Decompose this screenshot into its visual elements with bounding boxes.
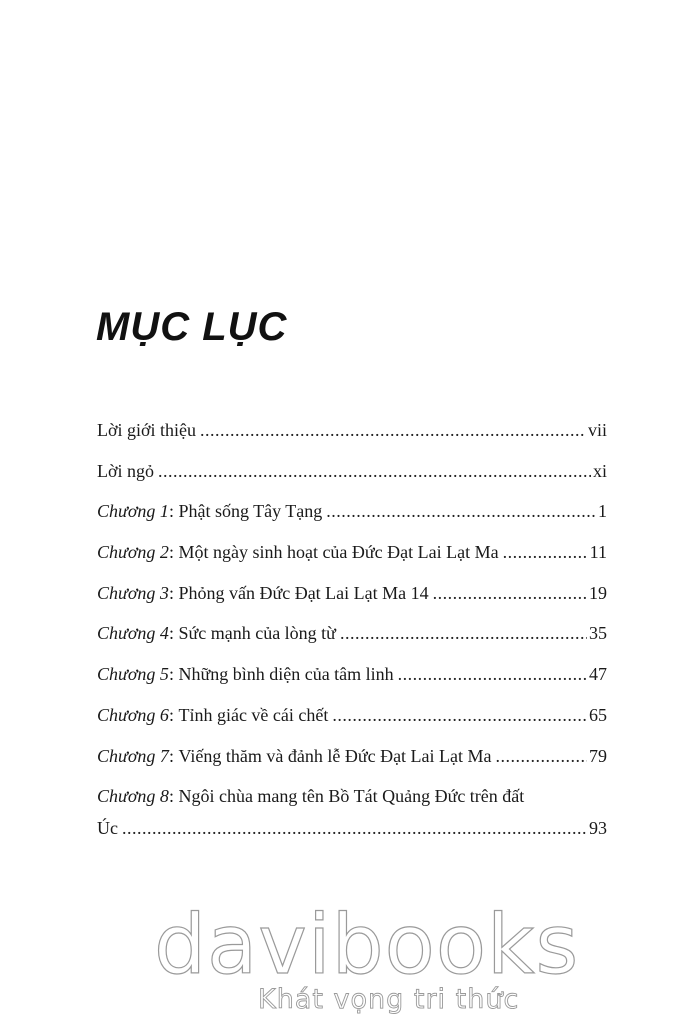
toc-entry-chapter-1 bbox=[97, 499, 607, 523]
toc-entry-text: Phỏng vấn Đức Đạt Lai Lạt Ma 14 bbox=[178, 582, 429, 603]
toc-leader-dots bbox=[340, 621, 587, 645]
toc-chapter-label: Chương 4 bbox=[97, 623, 169, 644]
publisher-watermark-logo: davibooks bbox=[154, 898, 580, 993]
toc-page-number: 79 bbox=[589, 745, 607, 766]
toc-chapter-label: Chương 3 bbox=[97, 582, 169, 603]
toc-separator: : bbox=[168, 664, 179, 685]
toc-chapter-label: Chương 5 bbox=[97, 664, 169, 685]
publisher-watermark-tagline: Khát vọng tri thức bbox=[258, 984, 520, 1015]
toc-leader-dots bbox=[496, 744, 587, 768]
toc-leader-dots bbox=[158, 459, 591, 483]
toc-entry-text: Tỉnh giác về cái chết bbox=[178, 704, 329, 725]
toc-leader-dots bbox=[122, 816, 587, 840]
toc-separator: : bbox=[168, 745, 179, 766]
toc-entry-text: Lời giới thiệu bbox=[97, 420, 197, 440]
toc-chapter-label: Chương 6 bbox=[97, 704, 169, 725]
toc-entry-text-continued: Úc bbox=[97, 818, 118, 839]
toc-entry-chapter-5 bbox=[97, 662, 607, 686]
toc-leader-dots bbox=[326, 499, 596, 523]
toc-leader-dots bbox=[332, 703, 587, 727]
toc-entry-chapter-2 bbox=[97, 540, 607, 564]
toc-page-number: 35 bbox=[589, 623, 607, 644]
toc-entry-first-line bbox=[97, 784, 607, 808]
toc-chapter-label: Chương 7 bbox=[97, 745, 169, 766]
toc-page-number: 93 bbox=[589, 818, 607, 839]
toc-page-number: vii bbox=[587, 420, 607, 440]
toc-separator: : bbox=[168, 542, 179, 563]
toc-page-number: 19 bbox=[589, 582, 607, 603]
toc-entry-text: Ngôi chùa mang tên Bồ Tát Quảng Đức trên đất bbox=[178, 786, 525, 807]
toc-entry-text: Phật sống Tây Tạng bbox=[178, 501, 323, 522]
toc-chapter-label: Chương 1 bbox=[97, 501, 169, 522]
toc-entry-chapter-3 bbox=[97, 581, 607, 605]
table-of-contents bbox=[97, 418, 607, 840]
toc-entry-text: Sức mạnh của lòng từ bbox=[178, 623, 336, 644]
toc-entry-intro bbox=[97, 418, 607, 442]
toc-entry-chapter-4 bbox=[97, 621, 607, 645]
toc-entry-chapter-7 bbox=[97, 744, 607, 768]
toc-separator: : bbox=[168, 582, 179, 603]
toc-page-number: 11 bbox=[589, 542, 607, 563]
toc-entry-preface bbox=[97, 459, 607, 483]
toc-leader-dots bbox=[433, 581, 587, 605]
toc-leader-dots bbox=[200, 418, 586, 442]
toc-entry-second-line bbox=[97, 816, 607, 840]
toc-entry-text: Viếng thăm và đảnh lễ Đức Đạt Lai Lạt Ma bbox=[178, 745, 492, 766]
toc-separator: : bbox=[168, 501, 179, 522]
toc-entry-text: Những bình diện của tâm linh bbox=[178, 664, 394, 685]
toc-separator: : bbox=[168, 623, 179, 644]
toc-page-number: 1 bbox=[598, 501, 607, 522]
toc-separator: : bbox=[168, 704, 179, 725]
toc-entry-text: Một ngày sinh hoạt của Đức Đạt Lai Lạt Ma bbox=[178, 542, 499, 563]
toc-entry-text: Lời ngỏ bbox=[97, 460, 155, 481]
toc-separator: : bbox=[168, 786, 179, 807]
page-title: MỤC LỤC bbox=[96, 305, 288, 349]
toc-entry-chapter-8 bbox=[97, 784, 607, 840]
toc-leader-dots bbox=[398, 662, 587, 686]
toc-chapter-label: Chương 8 bbox=[97, 786, 169, 807]
toc-page-number: 47 bbox=[589, 664, 607, 685]
toc-leader-dots bbox=[503, 540, 588, 564]
toc-entry-chapter-6 bbox=[97, 703, 607, 727]
toc-page-number: xi bbox=[592, 460, 607, 481]
toc-page-number: 65 bbox=[589, 704, 607, 725]
toc-chapter-label: Chương 2 bbox=[97, 542, 169, 563]
